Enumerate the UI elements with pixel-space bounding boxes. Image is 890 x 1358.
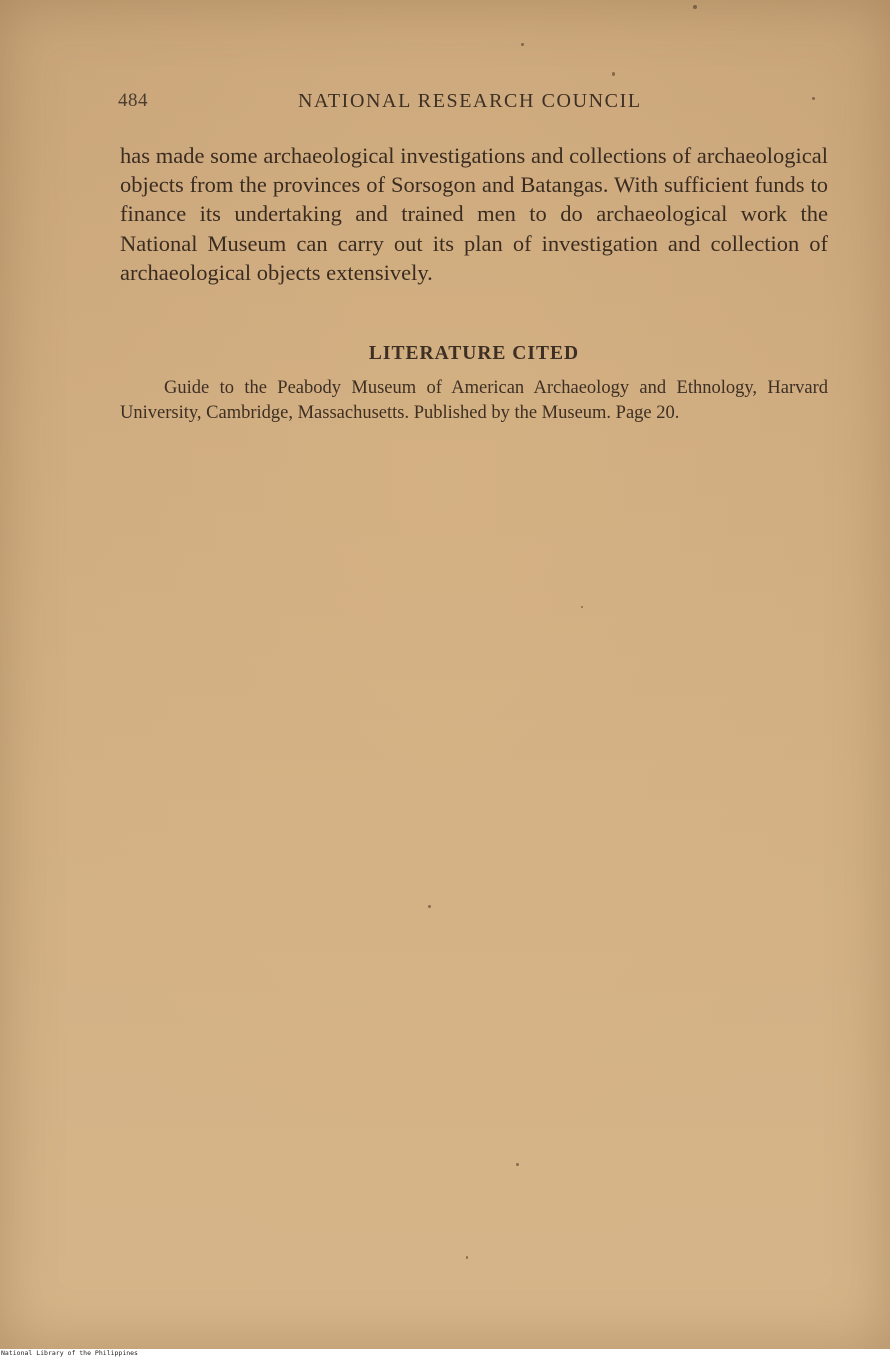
paper-speck [812,97,815,100]
footer-strip [0,1349,890,1358]
paper-speck [693,5,697,9]
paper-speck [521,43,524,46]
library-credit: National Library of the Philippines [1,1349,138,1357]
literature-cited-heading: LITERATURE CITED [368,343,580,364]
page-number: 484 [118,90,148,111]
body-paragraph: has made some archaeological investigations and collections of archaeological objects from the provinces of Sorsogon and Batangas. With sufficient funds to finance its undertaking and trained men to do archaeological work the National Museum can carry out its plan of investigation and collection of archaeological objects extensively. [120,143,828,285]
paper-speck [428,905,431,908]
paper-speck [516,1163,519,1166]
citation-entry: Guide to the Peabody Museum of American Archaeology and Ethnology, Harvard University, Cambridge, Massachusetts. Published by the Museum. Page 20. [120,378,828,423]
paper-speck [581,606,583,608]
paper-speck [466,1256,468,1259]
running-head: NATIONAL RESEARCH COUNCIL [298,90,642,112]
paper-speck [612,72,615,76]
page-header [118,90,828,118]
